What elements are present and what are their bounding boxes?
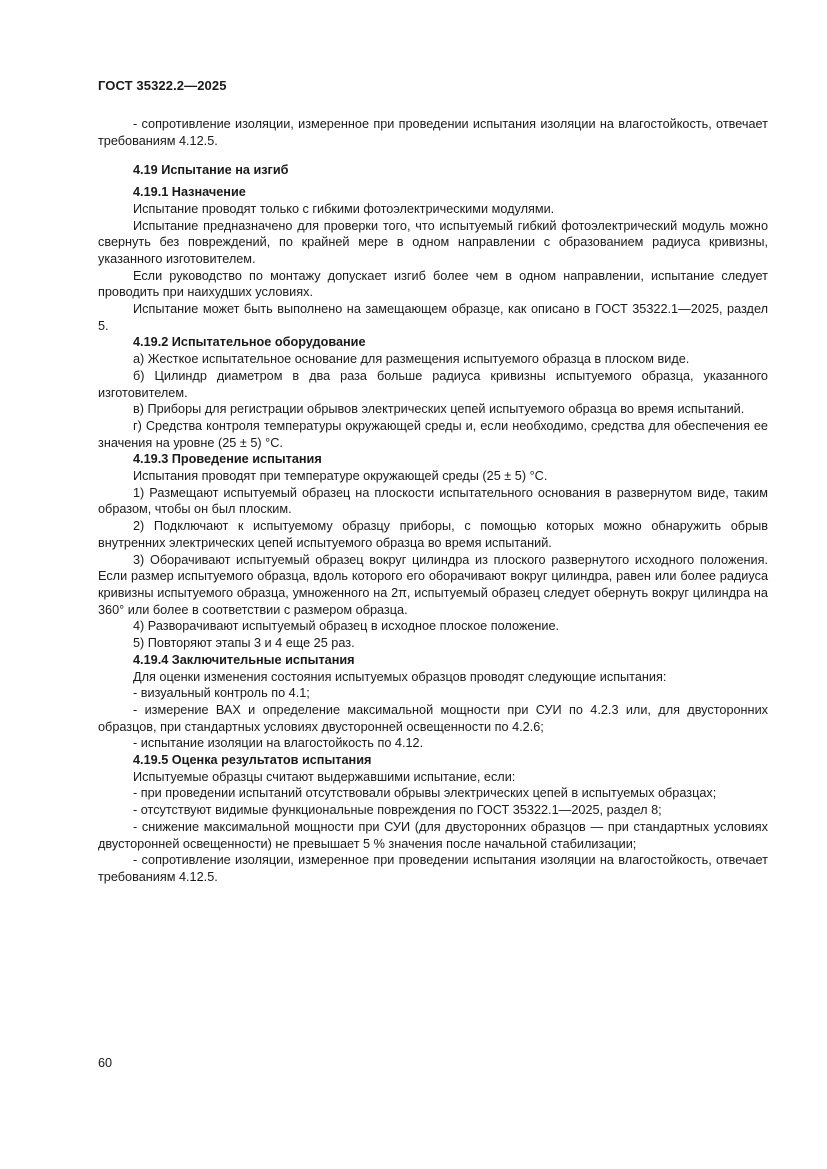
evaluation-item: - отсутствуют видимые функциональные повреждения по ГОСТ 35322.1—2025, раздел 8;: [133, 803, 662, 818]
procedure-step: 3) Оборачивают испытуемый образец вокруг цилиндра из плоского развернутого исходного положения. Если размер испытуемого образца, вдоль которого его оборачивают вокруг цилиндра, равен или более радиуса кривизны испытуемого образца, умноженного на 2π, испытуемый образец следует обернуть вокруг цилиндра на 360° или более в соответствии с размером образца.: [98, 552, 768, 617]
paragraph: Испытание может быть выполнено на замещающем образце, как описано в ГОСТ 35322.1—2025, раздел 5.: [98, 302, 768, 333]
procedure-step: 1) Размещают испытуемый образец на плоскости испытательного основания в развернутом виде, таким образом, чтобы он был плоским.: [98, 485, 768, 517]
evaluation-item: Испытуемые образцы считают выдержавшими испытание, если:: [133, 769, 516, 784]
equipment-item: г) Средства контроля температуры окружающей среды и, если необходимо, средства для обеспечения ее значения на уровне (25 ± 5) °С.: [98, 418, 768, 450]
final-tests-item: Для оценки изменения состояния испытуемых образцов проводят следующие испытания:: [133, 669, 667, 684]
section-title: 4.19 Испытание на изгиб: [133, 163, 289, 178]
equipment-heading: 4.19.2 Испытательное оборудование: [133, 335, 366, 350]
evaluation-item: - сопротивление изоляции, измеренное при проведении испытания изоляции на влагостойкость, отвечает требованиям 4.12.5.: [98, 853, 768, 884]
final-tests-heading: 4.19.4 Заключительные испытания: [133, 652, 355, 667]
document-body: [98, 116, 768, 886]
final-tests-item: - испытание изоляции на влагостойкость по 4.12.: [133, 736, 424, 751]
paragraph: Испытание предназначено для проверки того, что испытуемый гибкий фотоэлектрический модуль можно свернуть без повреждений, по крайней мере в одном направлении с образованием радиуса кривизны, указанного изготовителем.: [98, 218, 768, 266]
procedure-step: 2) Подключают к испытуемому образцу приборы, с помощью которых можно обнаружить обрыв внутренних электрических цепей испытуемого образца во время испытаний.: [98, 519, 768, 550]
procedure-step: 4) Разворачивают испытуемый образец в исходное плоское положение.: [133, 619, 560, 634]
procedure-step: 5) Повторяют этапы 3 и 4 еще 25 раз.: [133, 636, 355, 651]
intro-list-item: - сопротивление изоляции, измеренное при проведении испытания изоляции на влагостойкость, отвечает требованиям 4.12.5.: [98, 117, 768, 148]
paragraph: Если руководство по монтажу допускает изгиб более чем в одном направлении, испытание следует проводить при наихудших условиях.: [98, 268, 768, 300]
document-header: ГОСТ 35322.2—2025: [98, 78, 227, 93]
purpose-heading: 4.19.1 Назначение: [133, 185, 246, 200]
equipment-item: б) Цилиндр диаметром в два раза больше радиуса кривизны испытуемого образца, указанного изготовителем.: [98, 368, 768, 400]
page-number: 60: [98, 1056, 113, 1070]
procedure-heading: 4.19.3 Проведение испытания: [133, 452, 322, 467]
procedure-step: Испытания проводят при температуре окружающей среды (25 ± 5) °С.: [133, 469, 548, 484]
final-tests-item: - визуальный контроль по 4.1;: [133, 686, 310, 701]
equipment-item: а) Жесткое испытательное основание для размещения испытуемого образца в плоском виде.: [133, 352, 690, 367]
evaluation-item: - снижение максимальной мощности при СУИ (для двусторонних образцов — при стандартных условиях двусторонней освещенности) не превышает 5 % значения после начальной стабилизации;: [98, 819, 768, 851]
paragraph: Испытание проводят только с гибкими фотоэлектрическими модулями.: [133, 201, 555, 216]
final-tests-item: - измерение ВАХ и определение максимальной мощности при СУИ по 4.2.3 или, для двусторонних образцов, при стандартных условиях двусторонней освещенности по 4.2.6;: [98, 702, 768, 734]
equipment-item: в) Приборы для регистрации обрывов электрических цепей испытуемого образца во время испытаний.: [133, 402, 745, 417]
evaluation-item: - при проведении испытаний отсутствовали обрывы электрических цепей в испытуемых образцах;: [133, 786, 717, 801]
evaluation-heading: 4.19.5 Оценка результатов испытания: [133, 753, 372, 768]
